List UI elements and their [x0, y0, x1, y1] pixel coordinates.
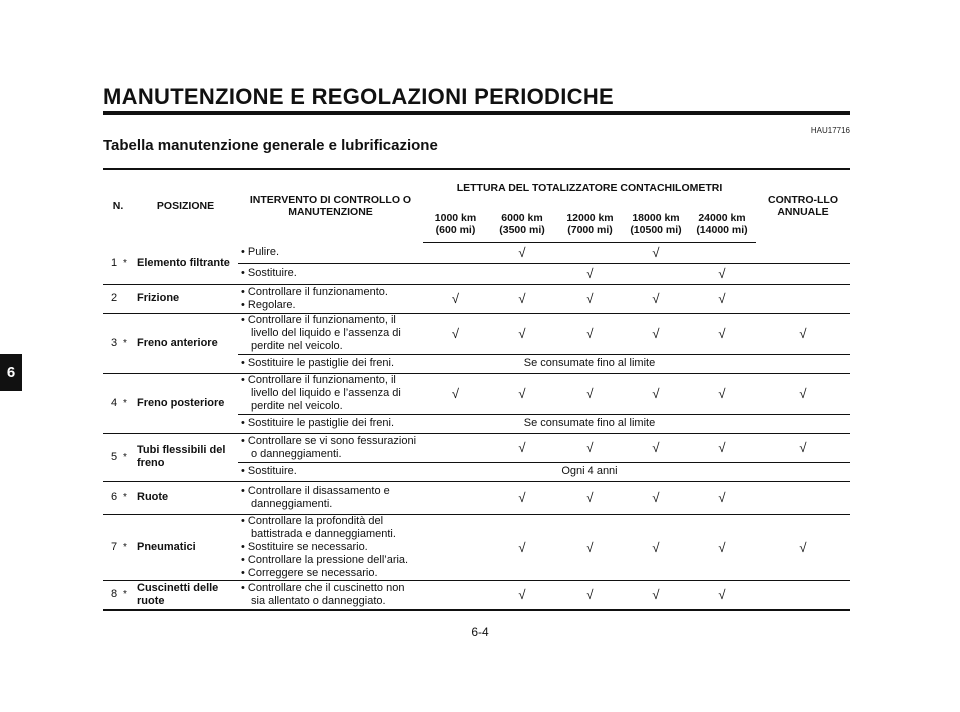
action-line: • Sostituire. [241, 267, 297, 279]
interval-note: Se consumate fino al limite [423, 414, 756, 433]
row-action [238, 514, 423, 580]
interval-cell: √ [556, 313, 624, 354]
interval-cell: √ [488, 514, 556, 580]
row-number: 1 [103, 243, 123, 285]
header-km-4: 18000 km (10500 mi) [624, 206, 688, 243]
interval-cell [556, 243, 624, 264]
interval-cell: √ [688, 514, 756, 580]
row-star-marker: * [123, 580, 133, 610]
table-row [103, 481, 850, 514]
interval-cell: √ [556, 433, 624, 462]
section-subtitle: Tabella manutenzione generale e lubrificazione [103, 137, 438, 154]
interval-cell: √ [624, 580, 688, 610]
action-line: • Sostituire le pastiglie dei freni. [241, 417, 395, 429]
interval-cell: √ [688, 263, 756, 284]
annual-cell [756, 284, 850, 313]
interval-cell: √ [624, 433, 688, 462]
action-line: • Sostituire. [241, 465, 297, 477]
header-km-5: 24000 km (14000 mi) [688, 206, 756, 243]
row-position: Cuscinetti delle ruote [133, 580, 238, 610]
header-annual: CONTRO-LLO ANNUALE [756, 169, 850, 243]
table-body [103, 243, 850, 610]
table-row [103, 433, 850, 462]
annual-cell: √ [756, 373, 850, 414]
action-line: • Controllare la profondità del battistrada e danneggiamenti. [241, 514, 396, 540]
row-position: Elemento filtrante [133, 243, 238, 285]
interval-cell: √ [688, 481, 756, 514]
annual-cell [756, 462, 850, 481]
annual-cell [756, 414, 850, 433]
row-action [238, 313, 423, 354]
interval-cell: √ [556, 481, 624, 514]
row-star-marker: * [123, 433, 133, 481]
row-position: Ruote [133, 481, 238, 514]
header-km-1: 1000 km (600 mi) [423, 206, 488, 243]
header-km-3: 12000 km (7000 mi) [556, 206, 624, 243]
interval-cell: √ [688, 373, 756, 414]
annual-cell [756, 243, 850, 264]
interval-cell: √ [423, 284, 488, 313]
interval-cell [488, 263, 556, 284]
interval-cell: √ [488, 373, 556, 414]
header-km-2: 6000 km (3500 mi) [488, 206, 556, 243]
row-number: 3 [103, 313, 123, 373]
table-row [103, 313, 850, 354]
interval-cell: √ [688, 313, 756, 354]
interval-cell: √ [688, 580, 756, 610]
row-action [238, 284, 423, 313]
interval-cell: √ [488, 481, 556, 514]
row-star-marker [123, 284, 133, 313]
table-row [103, 580, 850, 610]
interval-cell: √ [624, 313, 688, 354]
header-n: N. [103, 169, 133, 243]
title-rule [103, 111, 850, 115]
row-action [238, 414, 423, 433]
maintenance-table [103, 168, 850, 611]
row-star-marker: * [123, 373, 133, 433]
row-action [238, 354, 423, 373]
interval-cell: √ [556, 514, 624, 580]
row-position: Freno anteriore [133, 313, 238, 373]
row-position: Tubi flessibili del freno [133, 433, 238, 481]
action-line: • Controllare che il cuscinetto non sia allentato o danneggiato. [241, 581, 405, 607]
page-number: 6-4 [471, 625, 489, 639]
action-line: • Controllare se vi sono fessurazioni o danneggiamenti. [241, 434, 417, 460]
row-position: Freno posteriore [133, 373, 238, 433]
interval-cell [624, 263, 688, 284]
interval-cell: √ [423, 373, 488, 414]
interval-cell: √ [488, 433, 556, 462]
table-row [103, 514, 850, 580]
interval-cell: √ [624, 514, 688, 580]
row-action [238, 263, 423, 284]
row-number: 2 [103, 284, 123, 313]
annual-cell [756, 263, 850, 284]
annual-cell [756, 481, 850, 514]
interval-cell [423, 580, 488, 610]
action-line: • Regolare. [241, 298, 296, 311]
annual-cell: √ [756, 514, 850, 580]
interval-cell [688, 243, 756, 264]
interval-cell: √ [688, 284, 756, 313]
interval-cell: √ [624, 481, 688, 514]
action-line: • Correggere se necessario. [241, 566, 378, 579]
action-line: • Pulire. [241, 246, 280, 258]
annual-cell: √ [756, 433, 850, 462]
interval-cell [423, 243, 488, 264]
header-intervention: INTERVENTO DI CONTROLLO O MANUTENZIONE [238, 169, 423, 243]
row-position: Frizione [133, 284, 238, 313]
action-line: • Controllare il funzionamento, il livello del liquido e l’assenza di perdite nel veicolo. [241, 314, 401, 352]
interval-cell [423, 263, 488, 284]
action-line: • Sostituire le pastiglie dei freni. [241, 357, 395, 369]
row-number: 6 [103, 481, 123, 514]
row-number: 8 [103, 580, 123, 610]
interval-cell: √ [624, 373, 688, 414]
interval-cell: √ [556, 373, 624, 414]
row-action [238, 433, 423, 462]
interval-note: Se consumate fino al limite [423, 354, 756, 373]
table-row [103, 243, 850, 264]
action-line: • Controllare il funzionamento. [241, 285, 388, 298]
interval-cell: √ [624, 243, 688, 264]
interval-cell: √ [488, 580, 556, 610]
interval-cell [423, 514, 488, 580]
interval-cell: √ [556, 284, 624, 313]
interval-cell [423, 481, 488, 514]
interval-cell: √ [488, 243, 556, 264]
row-action [238, 481, 423, 514]
table-row [103, 284, 850, 313]
chapter-tab: 6 [0, 354, 22, 391]
row-number: 5 [103, 433, 123, 481]
interval-note: Ogni 4 anni [423, 462, 756, 481]
action-line: • Controllare la pressione dell’aria. [241, 553, 409, 566]
annual-cell: √ [756, 313, 850, 354]
row-number: 4 [103, 373, 123, 433]
row-action [238, 580, 423, 610]
interval-cell [423, 433, 488, 462]
interval-cell: √ [488, 313, 556, 354]
row-star-marker: * [123, 514, 133, 580]
action-line: • Controllare il disassamento e danneggiamenti. [241, 484, 390, 510]
row-number: 7 [103, 514, 123, 580]
page-title: MANUTENZIONE E REGOLAZIONI PERIODICHE [103, 84, 615, 109]
row-star-marker: * [123, 481, 133, 514]
annual-cell [756, 354, 850, 373]
row-action [238, 462, 423, 481]
interval-cell: √ [488, 284, 556, 313]
row-action [238, 373, 423, 414]
annual-cell [756, 580, 850, 610]
interval-cell: √ [624, 284, 688, 313]
row-star-marker: * [123, 243, 133, 285]
header-position: POSIZIONE [133, 169, 238, 243]
interval-cell: √ [556, 263, 624, 284]
row-action [238, 243, 423, 264]
document-code: HAU17716 [810, 126, 850, 135]
interval-cell: √ [423, 313, 488, 354]
row-position: Pneumatici [133, 514, 238, 580]
interval-cell: √ [556, 580, 624, 610]
row-star-marker: * [123, 313, 133, 373]
interval-cell: √ [688, 433, 756, 462]
table-row [103, 373, 850, 414]
action-line: • Sostituire se necessario. [241, 540, 368, 553]
action-line: • Controllare il funzionamento, il livello del liquido e l’assenza di perdite nel veicolo. [241, 374, 401, 412]
header-odometer: LETTURA DEL TOTALIZZATORE CONTACHILOMETRI [423, 169, 756, 206]
